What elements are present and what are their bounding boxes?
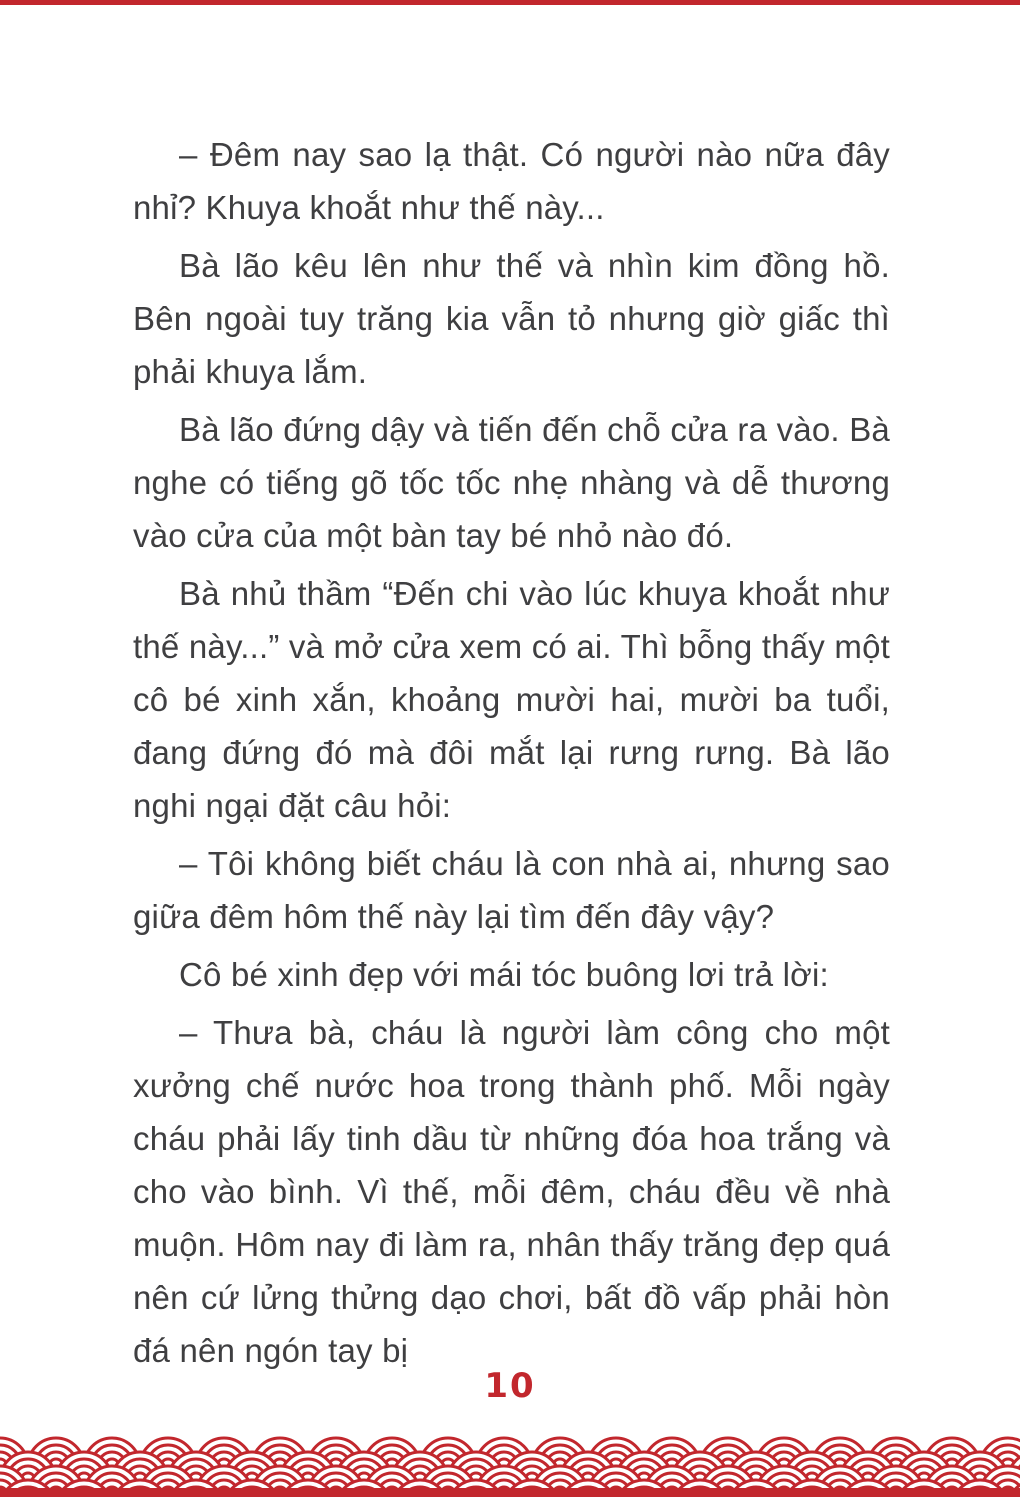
story-text-block (133, 128, 890, 1382)
bottom-border-bar (0, 1488, 1020, 1497)
wave-pattern-svg (0, 1436, 1020, 1488)
paragraph: – Đêm nay sao lạ thật. Có người nào nữa đây nhỉ? Khuya khoắt như thế này... (133, 136, 890, 226)
paragraph: Bà lão kêu lên như thế và nhìn kim đồng hồ. Bên ngoài tuy trăng kia vẫn tỏ nhưng giờ giấc thì phải khuya lắm. (133, 247, 890, 390)
seigaiha-wave-pattern (0, 1436, 1020, 1488)
top-border-rule (0, 0, 1020, 5)
paragraph: – Tôi không biết cháu là con nhà ai, nhưng sao giữa đêm hôm thế này lại tìm đến đây vậy? (133, 845, 890, 935)
paragraph: – Thưa bà, cháu là người làm công cho một xưởng chế nước hoa trong thành phố. Mỗi ngày cháu phải lấy tinh dầu từ những đóa hoa trắng và cho vào bình. Vì thế, mỗi đêm, cháu đều về nhà muộn. Hôm nay đi làm ra, nhân thấy trăng đẹp quá nên cứ lửng thửng dạo chơi, bất đồ vấp phải hòn đá nên ngón tay bị (133, 1014, 890, 1369)
paragraph: Bà lão đứng dậy và tiến đến chỗ cửa ra vào. Bà nghe có tiếng gõ tốc tốc nhẹ nhàng và dễ thương vào cửa của một bàn tay bé nhỏ nào đó. (133, 411, 890, 554)
paragraph: Cô bé xinh đẹp với mái tóc buông lơi trả lời: (179, 956, 829, 993)
paragraph: Bà nhủ thầm “Đến chi vào lúc khuya khoắt như thế này...” và mở cửa xem có ai. Thì bỗng thấy một cô bé xinh xắn, khoảng mười hai, mười ba tuổi, đang đứng đó mà đôi mắt lại rưng rưng. Bà lão nghi ngại đặt câu hỏi: (133, 575, 890, 824)
page-number: 10 (484, 1366, 536, 1406)
